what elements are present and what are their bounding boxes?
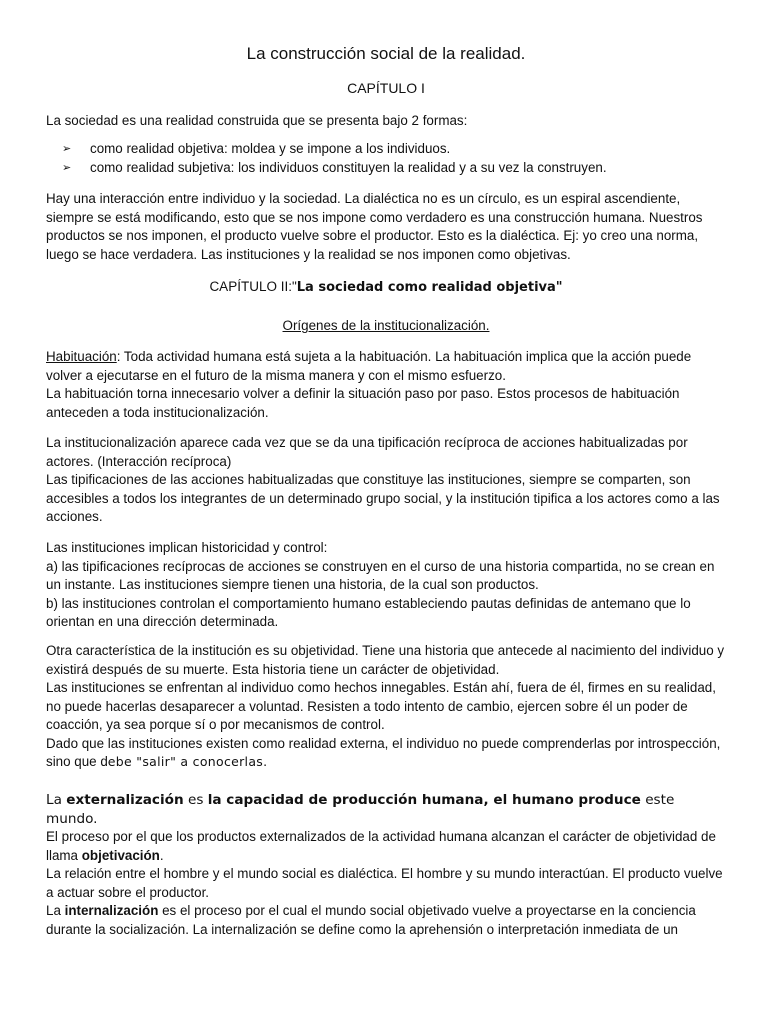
obj-paragraph-1: Otra característica de la institución es su objetividad. Tiene una historia que antecede al nacimiento del individuo y existirá después de su muerte. Esta historia tiene un carácter de objetividad. (46, 643, 725, 677)
chapter-1-heading: CAPÍTULO I (347, 80, 425, 96)
chapter-2-prefix: CAPÍTULO II:" (209, 279, 297, 294)
habituacion-paragraph-2: La habituación torna innecesario volver a definir la situación paso por paso. Estos procesos de habituación anteceden a toda institucionalización. (46, 386, 680, 420)
inst-paragraph-2: Las tipificaciones de las acciones habitualizadas que constituye las instituciones, siempre se comparten, son accesibles a todos los integrantes de un determinado grupo social, y la institución tipifica a los actores como a las acciones. (46, 472, 720, 524)
dialectic-text: Hay una interacción entre individuo y la sociedad. La dialéctica no es un círculo, es un espiral ascendiente, siempre se está modificando, esto que se nos impone como verdadero es una construcción humana. Nuestros productos se nos imponen, el producto vuelve sobre el productor. Esto es la dialéctica. Ej: yo creo una norma, luego se hace verdadera. Las instituciones y la realidad se nos imponen como objetivas. (46, 191, 703, 262)
ext-paragraph: La externalización es la capacidad de producción humana, el humano produce este mundo. (46, 792, 675, 827)
objetivacion-term: objetivación (81, 847, 160, 863)
arrow-bullet-icon: ➢ (62, 161, 72, 174)
externalizacion-term: externalización (66, 792, 184, 808)
forms-list (46, 140, 726, 177)
intro-paragraph (46, 112, 726, 131)
habituacion-term: Habituación (46, 349, 117, 364)
list-item: ➢ como realidad objetiva: moldea y se impone a los individuos. (46, 140, 726, 159)
externalizacion-definition: la capacidad de producción humana, el humano produce (207, 792, 641, 808)
relacion-paragraph: La relación entre el hombre y el mundo social es dialéctica. El hombre y su mundo interactúan. El producto vuelve a actuar sobre el productor. (46, 866, 723, 900)
hist-item-b: b) las instituciones controlan el comportamiento humano estableciendo pautas definidas de antemano que lo orientan en una dirección determinada. (46, 595, 691, 629)
hist-item-a: a) las tipificaciones recíprocas de acciones se construyen en el curso de una historia compartida, no se crean en un instante. Las instituciones siempre tienen una historia, de la cual son productos. (46, 558, 715, 592)
internalizacion-paragraph: La internalización es el proceso por el cual el mundo social objetivado vuelve a proyectarse en la conciencia durante la socialización. La internalización se define como la aprehensión o interpretación inmediata de un (46, 903, 696, 937)
obj-paragraph-2: Las instituciones se enfrentan al individuo como hechos innegables. Están ahí, fuera de él, firmes en su realidad, no puede hacerlas desaparecer a voluntad. Resisten a todo intento de cambio, ejercen sobre él un poder de coacción, ya sea porque sí o por mecanismos de control. (46, 680, 716, 732)
document-title: La construcción social de la realidad. (246, 44, 526, 63)
arrow-bullet-icon: ➢ (62, 143, 72, 155)
institucionalizacion-section (46, 434, 726, 527)
origins-heading: Orígenes de la institucionalización. (282, 318, 490, 333)
objetivacion-paragraph: El proceso por el que los productos externalizados de la actividad humana alcanzan el carácter de objetividad de llama objetivación. (46, 829, 716, 863)
historicidad-section (46, 539, 726, 632)
habituacion-paragraph: Habituación: Toda actividad humana está sujeta a la habituación. La habituación implica que la acción puede volver a ejecutarse en el futuro de la misma manera y con el mismo esfuerzo. (46, 349, 692, 383)
obj-paragraph-3: Dado que las instituciones existen como realidad externa, el individuo no puede comprenderlas por introspección, sino que debe "salir" a conocerlas. (46, 735, 721, 769)
intro-text: La sociedad es una realidad construida que se presenta bajo 2 formas: (46, 113, 468, 128)
inst-paragraph-1: La institucionalización aparece cada vez que se da una tipificación recíproca de acciones habitualizadas por actores. (Interacción recíproca) (46, 435, 688, 469)
dialectic-paragraph (46, 190, 726, 264)
chapter-2-heading (46, 279, 726, 295)
objetividad-section (46, 642, 726, 772)
list-item: ➢ como realidad subjetiva: los individuos constituyen la realidad y a su vez la construyen. (46, 159, 726, 178)
hist-intro: Las instituciones implican historicidad y control: (46, 540, 328, 555)
externalizacion-section (46, 791, 726, 939)
habituacion-section (46, 348, 726, 422)
internalizacion-term: internalización (64, 903, 159, 918)
chapter-2-title: La sociedad como realidad objetiva" (296, 280, 563, 295)
